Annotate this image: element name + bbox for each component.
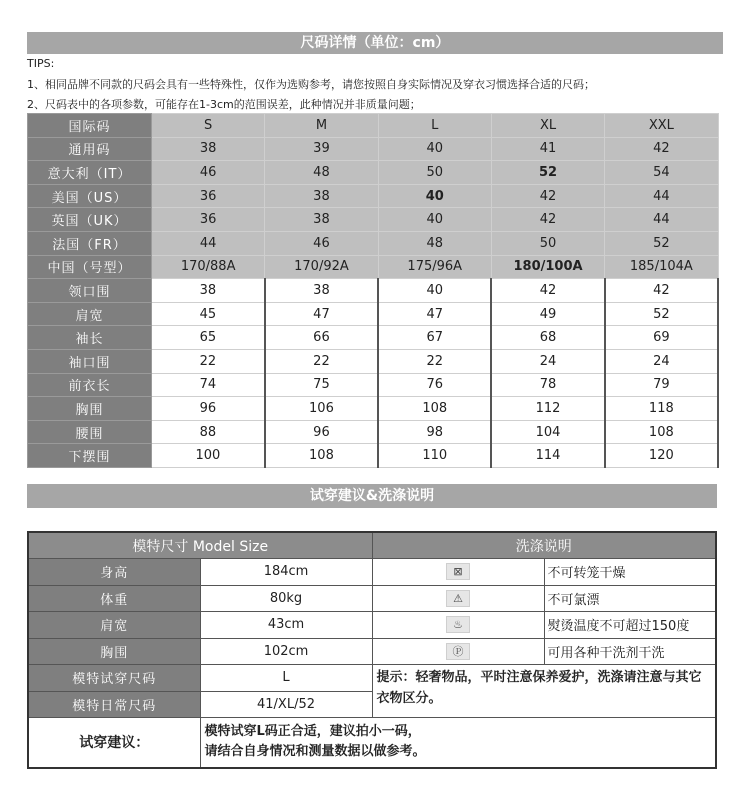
size-cell: 40 <box>378 184 491 208</box>
size-cell: 45 <box>152 302 265 326</box>
size-cell: 42 <box>491 279 604 303</box>
size-cell: L <box>378 114 491 138</box>
size-row-label: 英国（UK） <box>28 208 152 232</box>
washing-icon-cell <box>372 585 544 612</box>
size-cell: 96 <box>265 420 378 444</box>
size-cell: 39 <box>265 137 378 161</box>
washing-icon-cell <box>372 638 544 665</box>
model-height-label: 身高 <box>28 559 200 586</box>
size-cell: 66 <box>265 326 378 350</box>
size-cell: 47 <box>265 302 378 326</box>
size-cell: 42 <box>605 137 718 161</box>
size-cell: 65 <box>152 326 265 350</box>
size-cell: 68 <box>491 326 604 350</box>
size-row-label: 意大利（IT） <box>28 161 152 185</box>
size-cell: 41 <box>491 137 604 161</box>
model-weight-value: 80kg <box>200 585 372 612</box>
size-cell: 108 <box>265 444 378 468</box>
model-daily-size-value: 41/XL/52 <box>200 691 372 718</box>
size-cell: 180/100A <box>491 255 604 279</box>
size-cell: 49 <box>491 302 604 326</box>
size-cell: 114 <box>491 444 604 468</box>
size-cell: 38 <box>152 279 265 303</box>
iron-icon: ♨ <box>446 616 470 633</box>
try-on-line-2: 请结合自身情况和测量数据以做参考。 <box>204 744 426 760</box>
try-on-line-1: 模特试穿L码正合适，建议拍小一码， <box>204 724 421 740</box>
size-row-label: 美国（US） <box>28 184 152 208</box>
size-cell: 78 <box>491 373 604 397</box>
size-cell: 44 <box>152 231 265 255</box>
tumble-dry-prohibited-icon: ⊠ <box>446 563 470 580</box>
washing-icon-cell <box>372 612 544 639</box>
size-cell: 108 <box>605 420 718 444</box>
size-cell: XXL <box>605 114 718 138</box>
model-weight-label: 体重 <box>28 585 200 612</box>
size-cell: 38 <box>265 184 378 208</box>
size-cell: 47 <box>378 302 491 326</box>
size-cell: 79 <box>605 373 718 397</box>
washing-note: 提示：轻奢物品，平时注意保养爱护，洗涤请注意与其它衣物区分。 <box>372 665 716 718</box>
no-bleach-icon: ⚠ <box>446 590 470 607</box>
size-table-row <box>28 302 719 326</box>
washing-instruction: 可用各种干洗剂干洗 <box>544 638 716 665</box>
size-cell: 67 <box>378 326 491 350</box>
size-row-label: 下摆围 <box>28 444 152 468</box>
washing-icon-cell <box>372 559 544 586</box>
size-cell: 22 <box>152 349 265 373</box>
size-table-row <box>28 397 719 421</box>
size-cell: 52 <box>491 161 604 185</box>
size-cell: M <box>265 114 378 138</box>
model-chest-value: 102cm <box>200 638 372 665</box>
washing-instruction: 不可转笼干燥 <box>544 559 716 586</box>
size-table-row <box>28 420 719 444</box>
size-cell: 38 <box>265 208 378 232</box>
size-table-row <box>28 137 719 161</box>
size-cell: 42 <box>605 279 718 303</box>
size-cell: 40 <box>378 208 491 232</box>
size-table-row <box>28 161 719 185</box>
try-on-label: 试穿建议： <box>28 718 200 768</box>
model-daily-size-label: 模特日常尺码 <box>28 691 200 718</box>
model-shoulder-label: 肩宽 <box>28 612 200 639</box>
size-table-row <box>28 184 719 208</box>
size-cell: 24 <box>491 349 604 373</box>
size-cell: 76 <box>378 373 491 397</box>
size-cell: 22 <box>265 349 378 373</box>
tips-line-2: 2、尺码表中的各项参数，可能存在1-3cm的范围误差，此种情况并非质量问题； <box>27 98 421 111</box>
size-cell: 48 <box>378 231 491 255</box>
size-cell: 96 <box>152 397 265 421</box>
size-cell: 44 <box>605 184 718 208</box>
size-cell: 175/96A <box>378 255 491 279</box>
size-cell: 75 <box>265 373 378 397</box>
dry-clean-p-icon: Ⓟ <box>446 643 470 660</box>
size-cell: 52 <box>605 302 718 326</box>
size-table-row <box>28 231 719 255</box>
size-table-row <box>28 444 719 468</box>
size-cell: 104 <box>491 420 604 444</box>
try-on-advice <box>200 718 716 768</box>
size-cell: XL <box>491 114 604 138</box>
size-details-banner: 尺码详情（单位：cm） <box>27 32 723 54</box>
model-shoulder-value: 43cm <box>200 612 372 639</box>
size-cell: S <box>152 114 265 138</box>
size-cell: 36 <box>152 184 265 208</box>
size-row-label: 袖口围 <box>28 349 152 373</box>
size-row-label: 肩宽 <box>28 302 152 326</box>
size-table-row <box>28 255 719 279</box>
size-table-row <box>28 373 719 397</box>
model-chest-label: 胸围 <box>28 638 200 665</box>
size-cell: 100 <box>152 444 265 468</box>
size-row-label: 胸围 <box>28 397 152 421</box>
tips-line-1: 1、相同品牌不同款的尺码会具有一些特殊性，仅作为选购参考，请您按照自身实际情况及穿衣习惯选择合适的尺码； <box>27 78 595 91</box>
model-washing-table <box>27 531 717 769</box>
size-cell: 42 <box>491 184 604 208</box>
size-row-label: 法国（FR） <box>28 231 152 255</box>
model-size-header: 模特尺寸 Model Size <box>28 532 372 559</box>
size-cell: 42 <box>491 208 604 232</box>
size-cell: 185/104A <box>605 255 718 279</box>
size-cell: 98 <box>378 420 491 444</box>
size-cell: 108 <box>378 397 491 421</box>
model-try-size-label: 模特试穿尺码 <box>28 665 200 692</box>
fitting-washing-banner: 试穿建议&洗涤说明 <box>27 484 717 508</box>
size-cell: 106 <box>265 397 378 421</box>
tips-title: TIPS: <box>27 57 55 70</box>
size-cell: 120 <box>605 444 718 468</box>
size-cell: 38 <box>265 279 378 303</box>
washing-instruction: 熨烫温度不可超过150度 <box>544 612 716 639</box>
size-cell: 50 <box>491 231 604 255</box>
size-table-row <box>28 279 719 303</box>
size-cell: 74 <box>152 373 265 397</box>
size-cell: 50 <box>378 161 491 185</box>
size-cell: 48 <box>265 161 378 185</box>
size-cell: 69 <box>605 326 718 350</box>
model-try-size-value: L <box>200 665 372 692</box>
size-cell: 40 <box>378 279 491 303</box>
size-table-row <box>28 114 719 138</box>
size-row-label: 国际码 <box>28 114 152 138</box>
size-row-label: 前衣长 <box>28 373 152 397</box>
size-row-label: 袖长 <box>28 326 152 350</box>
size-cell: 112 <box>491 397 604 421</box>
size-cell: 38 <box>152 137 265 161</box>
size-cell: 22 <box>378 349 491 373</box>
size-cell: 54 <box>605 161 718 185</box>
size-cell: 46 <box>152 161 265 185</box>
size-cell: 170/88A <box>152 255 265 279</box>
size-row-label: 通用码 <box>28 137 152 161</box>
size-table-row <box>28 349 719 373</box>
size-cell: 52 <box>605 231 718 255</box>
size-row-label: 领口围 <box>28 279 152 303</box>
size-cell: 170/92A <box>265 255 378 279</box>
model-height-value: 184cm <box>200 559 372 586</box>
size-cell: 46 <box>265 231 378 255</box>
size-cell: 40 <box>378 137 491 161</box>
washing-instruction: 不可氯漂 <box>544 585 716 612</box>
size-cell: 44 <box>605 208 718 232</box>
size-cell: 118 <box>605 397 718 421</box>
size-row-label: 中国（号型） <box>28 255 152 279</box>
size-row-label: 腰围 <box>28 420 152 444</box>
size-cell: 110 <box>378 444 491 468</box>
size-cell: 88 <box>152 420 265 444</box>
size-table-row <box>28 208 719 232</box>
size-table-row <box>28 326 719 350</box>
size-cell: 24 <box>605 349 718 373</box>
size-table <box>27 113 719 468</box>
washing-header: 洗涤说明 <box>372 532 716 559</box>
size-cell: 36 <box>152 208 265 232</box>
